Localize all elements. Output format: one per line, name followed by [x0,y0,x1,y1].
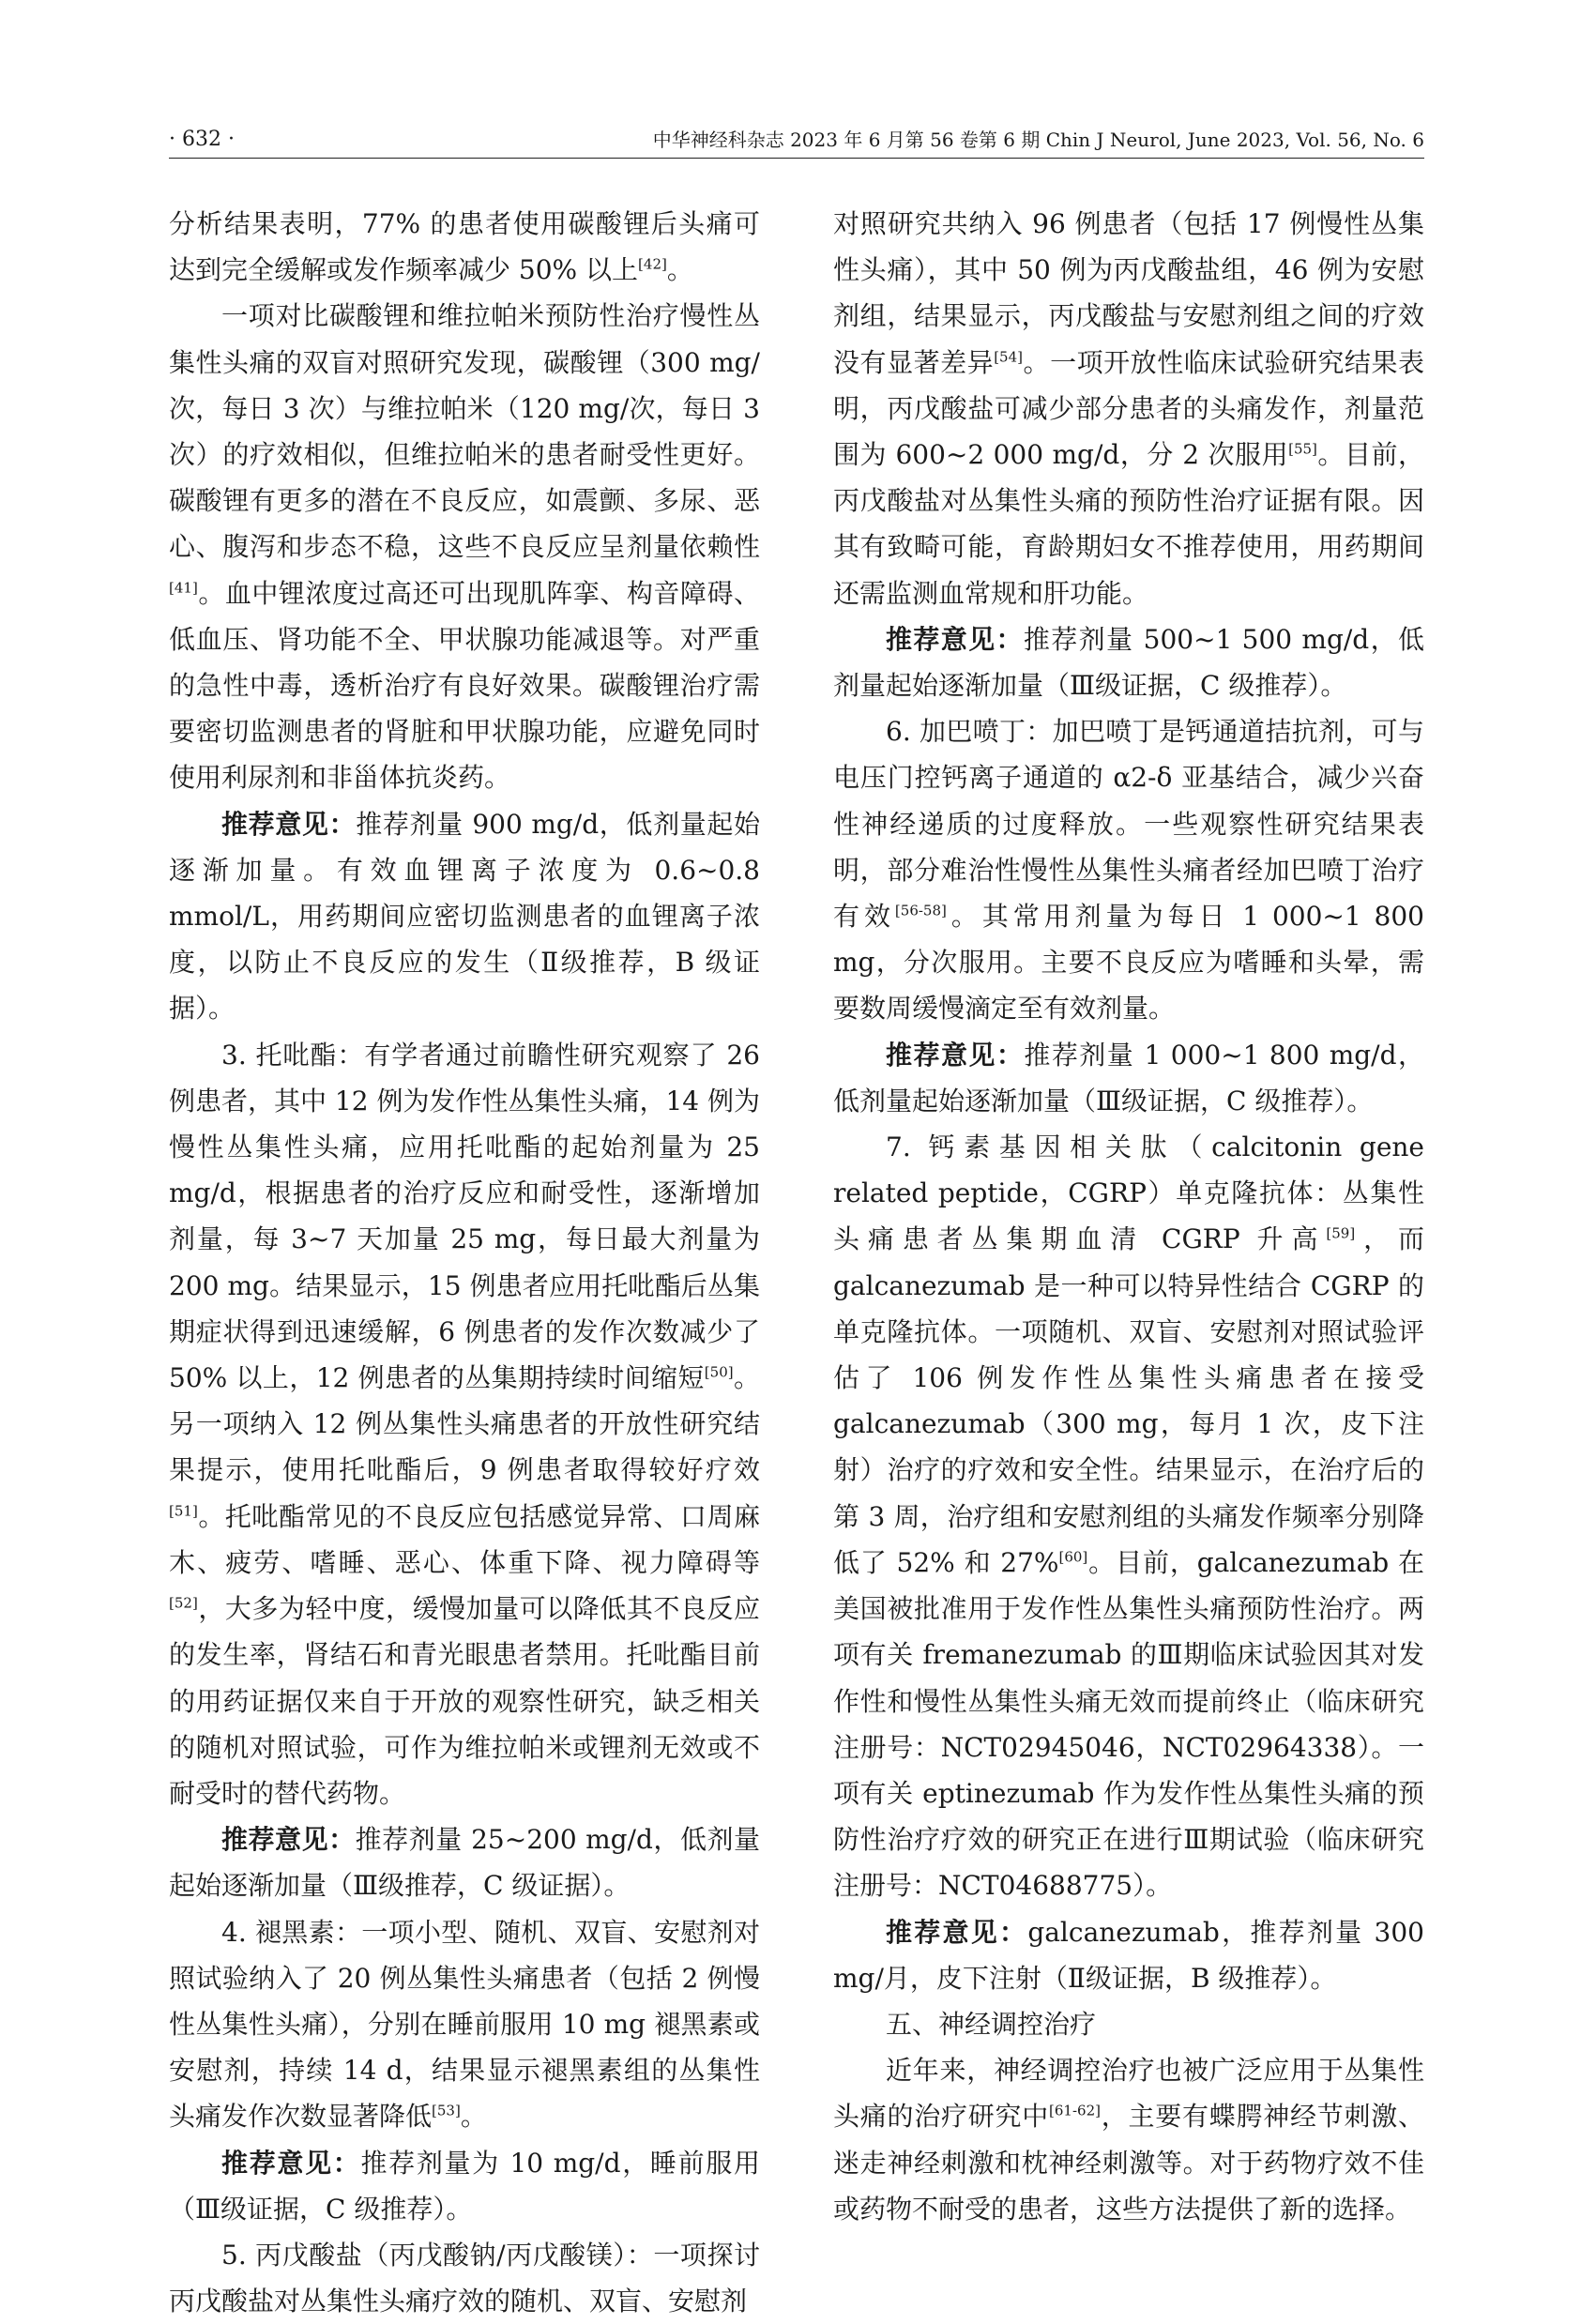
paragraph-text: 。目前，丙戊酸盐对丛集性头痛的预防性治疗证据有限。因其有致畸可能，育龄期妇女不推荐使用，用药期间还需监测血常规和肝功能。 [833,439,1424,609]
citation-ref: [53] [432,2103,461,2119]
recommendation-label: 推荐意见： [221,808,357,840]
paragraph-text: 分析结果表明，77% 的患者使用碳酸锂后头痛可达到完全缓解或发作频率减少 50% 以上 [169,208,760,286]
recommendation-text: 推荐剂量 500~1 500 mg/d，低剂量起始逐渐加量（Ⅲ级证据，C 级推荐）。 [833,623,1424,702]
paragraph [169,293,760,800]
citation-ref: [55] [1288,440,1317,458]
paragraph-text: ，而 galcanezumab 是一种可以特异性结合 CGRP 的单克隆抗体。一项随机、双盲、安慰剂对照试验评估了 106 例发作性丛集性头痛患者在接受 galcanezumab（300 mg，每月 1 次，皮下注射）治疗的疗效和安全性。结果显示，在治疗后的第 3 周，治疗组和安慰剂组的头痛发作频率分别降低了 52% 和 27% [833,1223,1424,1578]
recommendation-text: 推荐剂量为 10 mg/d，睡前服用（Ⅲ级证据，C 级推荐）。 [169,2147,760,2225]
recommendation-label: 推荐意见： [221,2147,361,2179]
journal-citation: 中华神经科杂志 2023 年 6 月第 56 卷第 6 期 Chin J Neurol, June 2023, Vol. 56, No. 6 [652,129,1424,151]
recommendation-text: galcanezumab，推荐剂量 300 mg/月，皮下注射（Ⅱ级证据，B 级推荐）。 [833,1916,1424,1994]
section-heading: 五、神经调控治疗 [886,2008,1097,2040]
citation-ref: [41] [169,579,198,597]
recommendation [833,1909,1424,2001]
paragraph-text: ，主要有蝶腭神经节刺激、迷走神经刺激和枕神经刺激等。对于药物疗效不佳或药物不耐受的患者，这些方法提供了新的选择。 [833,2101,1424,2225]
page-header [169,124,1424,159]
paragraph [169,1032,760,1816]
citation-ref: [59] [1326,1225,1356,1243]
paragraph-text: 。血中锂浓度过高还可出现肌阵挛、构音障碍、低血压、肾功能不全、甲状腺功能减退等。对严重的急性中毒，透析治疗有良好效果。碳酸锂治疗需要密切监测患者的肾脏和甲状腺功能，应避免同时使用利尿剂和非甾体抗炎药。 [169,577,760,794]
paragraph [169,2232,760,2324]
paragraph-text: 6. 加巴喷丁：加巴喷丁是钙通道拮抗剂，可与电压门控钙离子通道的 α2-δ 亚基结合，减少兴奋性神经递质的过度释放。一些观察性研究结果表明，部分难治性慢性丛集性头痛者经加巴喷丁治疗有效 [833,716,1424,933]
recommendation-label: 推荐意见： [886,623,1024,655]
recommendation-text: 推荐剂量 900 mg/d，低剂量起始逐渐加量。有效血锂离子浓度为 0.6~0.8 mmol/L，用药期间应密切监测患者的血锂离子浓度，以防止不良反应的发生（Ⅱ级推荐，B 级证据）。 [169,808,760,1025]
citation-ref: [52] [169,1594,198,1612]
left-column [169,201,760,2324]
paragraph-text: 近年来，神经调控治疗也被广泛应用于丛集性头痛的治疗研究中 [833,2055,1424,2133]
citation-ref: [60] [1058,1548,1088,1566]
paragraph-text: 7. 钙素基因相关肽（calcitonin gene related peptide，CGRP）单克隆抗体：丛集性头痛患者丛集期血清 CGRP 升高 [833,1132,1424,1255]
recommendation-text: 推荐剂量 1 000~1 800 mg/d，低剂量起始逐渐加量（Ⅲ级证据，C 级推荐）。 [833,1039,1424,1116]
paragraph-text: 。另一项纳入 12 例丛集性头痛患者的开放性研究结果提示，使用托吡酯后，9 例患者取得较好疗效 [169,1362,760,1486]
paragraph-text: 。托吡酯常见的不良反应包括感觉异常、口周麻木、疲劳、嗜睡、恶心、体重下降、视力障碍等 [169,1500,760,1578]
paragraph [169,201,760,293]
paragraph-text: 。一项开放性临床试验研究结果表明，丙戊酸盐可减少部分患者的头痛发作，剂量范围为 600~2 000 mg/d，分 2 次服用 [833,346,1424,471]
right-column [833,201,1424,2232]
paragraph [833,201,1424,616]
paragraph [169,1909,760,2140]
recommendation-label: 推荐意见： [886,1039,1025,1071]
paragraph-text: 5. 丙戊酸盐（丙戊酸钠/丙戊酸镁）：一项探讨丙戊酸盐对丛集性头痛疗效的随机、双盲、安慰剂 [169,2239,760,2317]
recommendation [169,2140,760,2232]
recommendation [833,616,1424,708]
paragraph [833,2047,1424,2232]
citation-ref: [56-58] [894,902,947,919]
citation-ref: [51] [169,1502,198,1520]
paragraph-text: 。 [666,254,693,286]
citation-ref: [42] [638,255,667,273]
paragraph-text: 。 [460,2101,487,2133]
citation-ref: [50] [704,1363,734,1381]
citation-ref: [61-62] [1049,2103,1101,2119]
page-number: · 632 · [169,128,235,151]
recommendation [169,1816,760,1908]
paragraph-text: 4. 褪黑素：一项小型、随机、双盲、安慰剂对照试验纳入了 20 例丛集性头痛患者（包括 2 例慢性丛集性头痛），分别在睡前服用 10 mg 褪黑素或安慰剂，持续 14 d，结果显示褪黑素组的丛集性头痛发作次数显著降低 [169,1916,760,2133]
paragraph-text: 。其常用剂量为每日 1 000~1 800 mg，分次服用。主要不良反应为嗜睡和头晕，需要数周缓慢滴定至有效剂量。 [833,901,1424,1025]
recommendation-label: 推荐意见： [221,1824,356,1856]
paragraph-text: 对照研究共纳入 96 例患者（包括 17 例慢性丛集性头痛），其中 50 例为丙戊酸盐组，46 例为安慰剂组，结果显示，丙戊酸盐与安慰剂组之间的疗效没有显著差异 [833,208,1424,378]
paragraph-text: 。目前，galcanezumab 在美国被批准用于发作性丛集性头痛预防性治疗。两项有关 fremanezumab 的Ⅲ期临床试验因其对发作性和慢性丛集性头痛无效而提前终止（临床研究注册号：NCT02945046，NCT02964338）。一项有关 eptinezumab 作为发作性丛集性头痛的预防性治疗疗效的研究正在进行Ⅲ期试验（临床研究注册号：NCT04688775）。 [833,1546,1424,1902]
paragraph [833,1124,1424,1908]
recommendation [833,1032,1424,1124]
citation-ref: [54] [994,348,1023,366]
recommendation [169,801,760,1032]
paragraph-text: ，大多为轻中度，缓慢加量可以降低其不良反应的发生率，肾结石和青光眼患者禁用。托吡酯目前的用药证据仅来自于开放的观察性研究，缺乏相关的随机对照试验，可作为维拉帕米或锂剂无效或不耐受时的替代药物。 [169,1593,760,1809]
recommendation-label: 推荐意见： [886,1916,1028,1948]
paragraph-text: 一项对比碳酸锂和维拉帕米预防性治疗慢性丛集性头痛的双盲对照研究发现，碳酸锂（300 mg/次，每日 3 次）与维拉帕米（120 mg/次，每日 3 次）的疗效相似，但维拉帕米的患者耐受性更好。碳酸锂有更多的潜在不良反应，如震颤、多尿、恶心、腹泻和步态不稳，这些不良反应呈剂量依赖性 [169,300,760,563]
paragraph [833,708,1424,1031]
recommendation-text: 推荐剂量 25~200 mg/d，低剂量起始逐渐加量（Ⅲ级推荐，C 级证据）。 [169,1824,760,1902]
paragraph-text: 3. 托吡酯：有学者通过前瞻性研究观察了 26 例患者，其中 12 例为发作性丛集性头痛，14 例为慢性丛集性头痛，应用托吡酯的起始剂量为 25 mg/d，根据患者的治疗反应和耐受性，逐渐增加剂量，每 3~7 天加量 25 mg，每日最大剂量为 200 mg。结果显示，15 例患者应用托吡酯后丛集期症状得到迅速缓解，6 例患者的发作次数减少了 50% 以上，12 例患者的丛集期持续时间缩短 [169,1039,760,1394]
